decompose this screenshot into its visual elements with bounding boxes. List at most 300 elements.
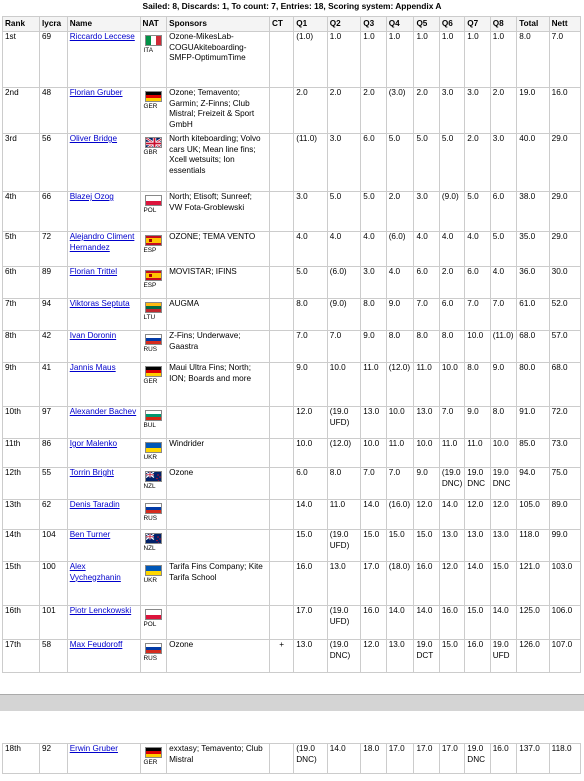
rank-cell: 1st <box>3 32 40 88</box>
nat-code: ITA <box>143 47 153 54</box>
q2-cell: 10.0 <box>327 363 361 407</box>
q7-cell: 16.0 <box>465 640 490 673</box>
q5-cell: 19.0 DCT <box>414 640 439 673</box>
ct-cell <box>269 363 293 407</box>
rank-cell: 13th <box>3 500 40 530</box>
sponsors-cell <box>167 500 270 530</box>
total-cell: 61.0 <box>517 299 549 331</box>
lycra-cell: 101 <box>39 606 67 640</box>
q5-cell: 17.0 <box>414 744 439 774</box>
lycra-cell: 92 <box>39 744 67 774</box>
nat-code: NZL <box>143 545 156 552</box>
results-table <box>2 16 581 673</box>
q8-cell: 10.0 <box>490 439 517 468</box>
name-cell <box>67 299 140 331</box>
q3-cell: 18.0 <box>361 744 386 774</box>
column-header-total: Total <box>517 17 549 32</box>
name-cell <box>67 232 140 267</box>
name-cell <box>67 267 140 299</box>
q7-cell: 11.0 <box>465 439 490 468</box>
q2-cell: (9.0) <box>327 299 361 331</box>
q5-cell: 5.0 <box>414 134 439 192</box>
column-header-q6: Q6 <box>439 17 464 32</box>
sailor-name-link[interactable]: Igor Malenko <box>69 439 118 448</box>
table-row <box>3 744 581 774</box>
q3-cell: 2.0 <box>361 88 386 134</box>
table-row <box>3 640 581 673</box>
ct-cell <box>269 744 293 774</box>
q4-cell: (12.0) <box>386 363 414 407</box>
nat-cell <box>140 267 167 299</box>
q6-cell: 12.0 <box>439 562 464 606</box>
q4-cell: 13.0 <box>386 640 414 673</box>
rank-cell: 18th <box>3 744 40 774</box>
q5-cell: 14.0 <box>414 606 439 640</box>
sailor-name-link[interactable]: Alex Vychegzhanin <box>69 562 121 582</box>
nett-cell: 73.0 <box>549 439 580 468</box>
lycra-cell: 100 <box>39 562 67 606</box>
new-zealand-flag-icon <box>145 533 162 544</box>
table-row <box>3 468 581 500</box>
nat-cell <box>140 32 167 88</box>
sailor-name-link[interactable]: Alexander Bachev <box>69 407 137 416</box>
nett-cell: 68.0 <box>549 363 580 407</box>
lycra-cell: 58 <box>39 640 67 673</box>
sailor-name-link[interactable]: Torrin Bright <box>69 468 114 477</box>
q6-cell: 15.0 <box>439 640 464 673</box>
sailor-name-link[interactable]: Oliver Bridge <box>69 134 118 143</box>
name-cell <box>67 562 140 606</box>
q8-cell: 3.0 <box>490 134 517 192</box>
nat-cell <box>140 134 167 192</box>
rank-cell: 17th <box>3 640 40 673</box>
lycra-cell: 48 <box>39 88 67 134</box>
ct-cell <box>269 299 293 331</box>
q8-cell: 13.0 <box>490 530 517 562</box>
q5-cell: 1.0 <box>414 32 439 88</box>
nett-cell: 29.0 <box>549 232 580 267</box>
column-header-q2: Q2 <box>327 17 361 32</box>
lycra-cell: 41 <box>39 363 67 407</box>
table-row <box>3 331 581 363</box>
nett-cell: 57.0 <box>549 331 580 363</box>
column-header-rank: Rank <box>3 17 40 32</box>
column-header-sponsors: Sponsors <box>167 17 270 32</box>
total-cell: 85.0 <box>517 439 549 468</box>
spain-flag-icon <box>145 270 162 281</box>
total-cell: 105.0 <box>517 500 549 530</box>
q4-cell: 2.0 <box>386 192 414 232</box>
q6-cell: 11.0 <box>439 439 464 468</box>
q5-cell: 3.0 <box>414 192 439 232</box>
name-cell <box>67 192 140 232</box>
nat-cell <box>140 88 167 134</box>
nat-code: GBR <box>143 149 158 156</box>
q4-cell: 17.0 <box>386 744 414 774</box>
q6-cell: 17.0 <box>439 744 464 774</box>
nat-code: BUL <box>143 422 156 429</box>
nat-cell <box>140 232 167 267</box>
ct-cell <box>269 192 293 232</box>
q8-cell: 12.0 <box>490 500 517 530</box>
rank-cell: 9th <box>3 363 40 407</box>
q7-cell: 3.0 <box>465 88 490 134</box>
q7-cell: 15.0 <box>465 606 490 640</box>
q5-cell: 6.0 <box>414 267 439 299</box>
q3-cell: 11.0 <box>361 363 386 407</box>
ct-cell <box>269 606 293 640</box>
table-row <box>3 530 581 562</box>
uk-flag-icon <box>145 137 162 148</box>
lycra-cell: 104 <box>39 530 67 562</box>
total-cell: 125.0 <box>517 606 549 640</box>
q2-cell: 13.0 <box>327 562 361 606</box>
q1-cell: 3.0 <box>294 192 328 232</box>
new-zealand-flag-icon <box>145 471 162 482</box>
q2-cell: 1.0 <box>327 32 361 88</box>
sponsors-cell <box>167 530 270 562</box>
sailor-name-link[interactable]: Blazej Ozog <box>69 192 114 201</box>
nat-code: POL <box>143 207 157 214</box>
q2-cell: 7.0 <box>327 331 361 363</box>
nett-cell: 30.0 <box>549 267 580 299</box>
q2-cell: 14.0 <box>327 744 361 774</box>
bulgaria-flag-icon <box>145 410 162 421</box>
total-cell: 19.0 <box>517 88 549 134</box>
spain-flag-icon <box>145 235 162 246</box>
sponsors-cell: Ozone <box>167 468 270 500</box>
ct-cell <box>269 331 293 363</box>
table-row <box>3 562 581 606</box>
table-row <box>3 299 581 331</box>
q8-cell: 2.0 <box>490 88 517 134</box>
nat-cell <box>140 439 167 468</box>
page-gap <box>0 711 584 743</box>
nat-code: POL <box>143 621 157 628</box>
q7-cell: 7.0 <box>465 299 490 331</box>
sponsors-cell: MOVISTAR; IFINS <box>167 267 270 299</box>
nat-code: GER <box>143 103 158 110</box>
q6-cell: 4.0 <box>439 232 464 267</box>
germany-flag-icon <box>145 747 162 758</box>
ct-cell <box>269 562 293 606</box>
nat-code: ESP <box>143 282 157 289</box>
q3-cell: 1.0 <box>361 32 386 88</box>
table-row <box>3 407 581 439</box>
q4-cell: 10.0 <box>386 407 414 439</box>
q6-cell: 13.0 <box>439 530 464 562</box>
q1-cell: 9.0 <box>294 363 328 407</box>
table-row <box>3 606 581 640</box>
q2-cell: 5.0 <box>327 192 361 232</box>
sponsors-cell: Windrider <box>167 439 270 468</box>
column-header-ct: CT <box>269 17 293 32</box>
table-row <box>3 500 581 530</box>
sailor-name-link[interactable]: Erwin Gruber <box>69 744 118 753</box>
ct-cell <box>269 439 293 468</box>
rank-cell: 2nd <box>3 88 40 134</box>
q6-cell: (9.0) <box>439 192 464 232</box>
nat-cell <box>140 299 167 331</box>
table-row <box>3 439 581 468</box>
rank-cell: 3rd <box>3 134 40 192</box>
q8-cell: 14.0 <box>490 606 517 640</box>
sponsors-cell: Ozone; Temavento; Garmin; Z-Finns; Club Mistral; Freizeit & Sport GmbH <box>167 88 270 134</box>
header-row <box>3 17 581 32</box>
name-cell <box>67 640 140 673</box>
rank-cell: 8th <box>3 331 40 363</box>
q6-cell: (19.0 DNC) <box>439 468 464 500</box>
nett-cell: 99.0 <box>549 530 580 562</box>
rank-cell: 10th <box>3 407 40 439</box>
q7-cell: 12.0 <box>465 500 490 530</box>
q7-cell: 13.0 <box>465 530 490 562</box>
nett-cell: 103.0 <box>549 562 580 606</box>
q3-cell: 9.0 <box>361 331 386 363</box>
lycra-cell: 97 <box>39 407 67 439</box>
nat-cell <box>140 468 167 500</box>
sailor-name-link[interactable]: Florian Trittel <box>69 267 118 276</box>
name-cell <box>67 468 140 500</box>
nat-cell <box>140 744 167 774</box>
ukraine-flag-icon <box>145 565 162 576</box>
table-row <box>3 267 581 299</box>
sailor-name-link[interactable]: Jannis Maus <box>69 363 116 372</box>
lycra-cell: 69 <box>39 32 67 88</box>
total-cell: 91.0 <box>517 407 549 439</box>
q7-cell: 14.0 <box>465 562 490 606</box>
rank-cell: 5th <box>3 232 40 267</box>
nett-cell: 52.0 <box>549 299 580 331</box>
nett-cell: 118.0 <box>549 744 580 774</box>
nat-cell <box>140 500 167 530</box>
name-cell <box>67 744 140 774</box>
nett-cell: 75.0 <box>549 468 580 500</box>
name-cell <box>67 331 140 363</box>
q3-cell: 14.0 <box>361 500 386 530</box>
sponsors-cell: North; Etisoft; Sunreef; VW Fota-Groblewski <box>167 192 270 232</box>
poland-flag-icon <box>145 195 162 206</box>
nett-cell: 29.0 <box>549 192 580 232</box>
name-cell <box>67 88 140 134</box>
sailor-name-link[interactable]: Alejandro Climent Hernandez <box>69 232 135 252</box>
name-cell <box>67 530 140 562</box>
nat-code: GER <box>143 759 158 766</box>
q5-cell: 15.0 <box>414 530 439 562</box>
q2-cell: (6.0) <box>327 267 361 299</box>
q1-cell: 12.0 <box>294 407 328 439</box>
table-row <box>3 88 581 134</box>
column-header-nat: NAT <box>140 17 167 32</box>
q5-cell: 7.0 <box>414 299 439 331</box>
total-cell: 8.0 <box>517 32 549 88</box>
total-cell: 137.0 <box>517 744 549 774</box>
sponsors-cell <box>167 606 270 640</box>
sailor-name-link[interactable]: Piotr Lenckowski <box>69 606 132 615</box>
germany-flag-icon <box>145 91 162 102</box>
q6-cell: 6.0 <box>439 299 464 331</box>
total-cell: 36.0 <box>517 267 549 299</box>
rank-cell: 7th <box>3 299 40 331</box>
q7-cell: 5.0 <box>465 192 490 232</box>
q1-cell: (19.0 DNC) <box>294 744 328 774</box>
lycra-cell: 62 <box>39 500 67 530</box>
q3-cell: 8.0 <box>361 299 386 331</box>
sailor-name-link[interactable]: Ben Turner <box>69 530 111 539</box>
nat-code: ESP <box>143 247 157 254</box>
q3-cell: 17.0 <box>361 562 386 606</box>
q3-cell: 10.0 <box>361 439 386 468</box>
nat-cell <box>140 606 167 640</box>
lycra-cell: 72 <box>39 232 67 267</box>
q6-cell: 3.0 <box>439 88 464 134</box>
nat-code: UKR <box>143 454 158 461</box>
q2-cell: (19.0 UFD) <box>327 407 361 439</box>
q4-cell: (16.0) <box>386 500 414 530</box>
q1-cell: 17.0 <box>294 606 328 640</box>
italy-flag-icon <box>145 35 162 46</box>
q4-cell: 7.0 <box>386 468 414 500</box>
sponsors-cell: Tarifa Fins Company; Kite Tarifa School <box>167 562 270 606</box>
q8-cell: (11.0) <box>490 331 517 363</box>
nat-code: NZL <box>143 483 156 490</box>
nett-cell: 7.0 <box>549 32 580 88</box>
q2-cell: 3.0 <box>327 134 361 192</box>
q5-cell: 8.0 <box>414 331 439 363</box>
nat-code: RUS <box>143 346 158 353</box>
lycra-cell: 56 <box>39 134 67 192</box>
total-cell: 94.0 <box>517 468 549 500</box>
column-header-q8: Q8 <box>490 17 517 32</box>
q4-cell: (3.0) <box>386 88 414 134</box>
q8-cell: 7.0 <box>490 299 517 331</box>
sailor-name-link[interactable]: Denis Taradin <box>69 500 120 509</box>
sailor-name-link[interactable]: Viktoras Septuta <box>69 299 130 308</box>
q1-cell: 15.0 <box>294 530 328 562</box>
q7-cell: 6.0 <box>465 267 490 299</box>
q8-cell: 5.0 <box>490 232 517 267</box>
table-row <box>3 363 581 407</box>
q8-cell: 19.0 DNC <box>490 468 517 500</box>
q4-cell: 11.0 <box>386 439 414 468</box>
q7-cell: 19.0 DNC <box>465 468 490 500</box>
q3-cell: 5.0 <box>361 192 386 232</box>
column-header-q7: Q7 <box>465 17 490 32</box>
lycra-cell: 89 <box>39 267 67 299</box>
q7-cell: 8.0 <box>465 363 490 407</box>
q8-cell: 4.0 <box>490 267 517 299</box>
nett-cell: 106.0 <box>549 606 580 640</box>
rank-cell: 14th <box>3 530 40 562</box>
q3-cell: 4.0 <box>361 232 386 267</box>
q3-cell: 13.0 <box>361 407 386 439</box>
q7-cell: 4.0 <box>465 232 490 267</box>
page-separator <box>0 694 584 712</box>
q7-cell: 9.0 <box>465 407 490 439</box>
q1-cell: 10.0 <box>294 439 328 468</box>
q5-cell: 2.0 <box>414 88 439 134</box>
q5-cell: 9.0 <box>414 468 439 500</box>
sponsors-cell: North kiteboarding; Volvo cars UK; Mean line fins; Xcell wetsuits; Ion essentials <box>167 134 270 192</box>
sailor-name-link[interactable]: Riccardo Leccese <box>69 32 135 41</box>
q3-cell: 12.0 <box>361 640 386 673</box>
nett-cell: 72.0 <box>549 407 580 439</box>
sponsors-cell <box>167 407 270 439</box>
q1-cell: 13.0 <box>294 640 328 673</box>
ct-cell <box>269 32 293 88</box>
rank-cell: 6th <box>3 267 40 299</box>
q5-cell: 10.0 <box>414 439 439 468</box>
name-cell <box>67 134 140 192</box>
sailor-name-link[interactable]: Florian Gruber <box>69 88 123 97</box>
ct-cell <box>269 88 293 134</box>
lycra-cell: 55 <box>39 468 67 500</box>
q1-cell: 14.0 <box>294 500 328 530</box>
sponsors-cell: Maui Ultra Fins; North; ION; Boards and more <box>167 363 270 407</box>
q8-cell: 6.0 <box>490 192 517 232</box>
q4-cell: 14.0 <box>386 606 414 640</box>
q3-cell: 16.0 <box>361 606 386 640</box>
q2-cell: 8.0 <box>327 468 361 500</box>
q7-cell: 1.0 <box>465 32 490 88</box>
total-cell: 80.0 <box>517 363 549 407</box>
column-header-nett: Nett <box>549 17 580 32</box>
q6-cell: 2.0 <box>439 267 464 299</box>
results-table-continued <box>2 743 581 774</box>
total-cell: 40.0 <box>517 134 549 192</box>
sponsors-cell: Ozone <box>167 640 270 673</box>
q2-cell: 2.0 <box>327 88 361 134</box>
ct-cell <box>269 468 293 500</box>
q7-cell: 19.0 DNC <box>465 744 490 774</box>
name-cell <box>67 363 140 407</box>
q4-cell: 4.0 <box>386 267 414 299</box>
germany-flag-icon <box>145 366 162 377</box>
nat-code: GER <box>143 378 158 385</box>
nat-cell <box>140 640 167 673</box>
name-cell <box>67 500 140 530</box>
total-cell: 38.0 <box>517 192 549 232</box>
rank-cell: 12th <box>3 468 40 500</box>
sailor-name-link[interactable]: Max Feudoroff <box>69 640 123 649</box>
q2-cell: (12.0) <box>327 439 361 468</box>
q5-cell: 11.0 <box>414 363 439 407</box>
q1-cell: (1.0) <box>294 32 328 88</box>
nat-code: RUS <box>143 515 158 522</box>
russia-flag-icon <box>145 334 162 345</box>
russia-flag-icon <box>145 503 162 514</box>
sailor-name-link[interactable]: Ivan Doronin <box>69 331 117 340</box>
q3-cell: 7.0 <box>361 468 386 500</box>
q4-cell: 5.0 <box>386 134 414 192</box>
name-cell <box>67 439 140 468</box>
table-row <box>3 192 581 232</box>
q7-cell: 2.0 <box>465 134 490 192</box>
total-cell: 35.0 <box>517 232 549 267</box>
q5-cell: 13.0 <box>414 407 439 439</box>
table-row <box>3 134 581 192</box>
q5-cell: 16.0 <box>414 562 439 606</box>
table-row <box>3 32 581 88</box>
nat-code: UKR <box>143 577 158 584</box>
q6-cell: 1.0 <box>439 32 464 88</box>
q4-cell: (6.0) <box>386 232 414 267</box>
q4-cell: 9.0 <box>386 299 414 331</box>
q5-cell: 4.0 <box>414 232 439 267</box>
nat-cell <box>140 407 167 439</box>
q2-cell: 4.0 <box>327 232 361 267</box>
name-cell <box>67 606 140 640</box>
